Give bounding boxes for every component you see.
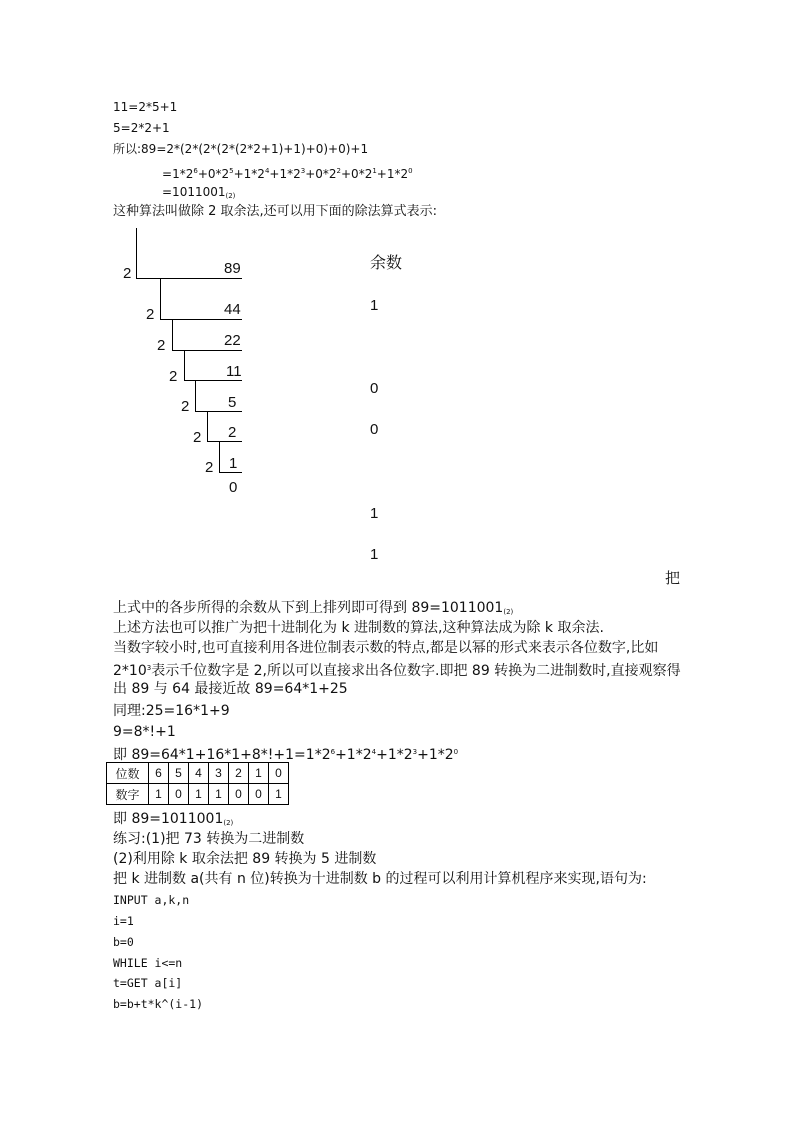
row-label: 位数 bbox=[107, 763, 149, 784]
exponent: 5 bbox=[229, 167, 234, 175]
place-value-table bbox=[106, 762, 289, 805]
final-quotient: 0 bbox=[229, 479, 238, 496]
expansion-term: 1*2 bbox=[172, 167, 194, 181]
divisor: 2 bbox=[205, 459, 214, 476]
table-cell: 3 bbox=[209, 763, 229, 784]
paragraph-line: 9=8*!+1 bbox=[113, 724, 176, 740]
quotient: 44 bbox=[224, 301, 241, 318]
paragraph-line: 上式中的各步所得的余数从下到上排列即可得到 $89=1011001_{(2)}$ bbox=[113, 600, 514, 616]
code-line: INPUT a,k,n bbox=[113, 893, 190, 907]
base-subscript: (2) bbox=[223, 819, 234, 827]
expansion-term: +1*2 bbox=[233, 167, 265, 181]
divisor: 2 bbox=[157, 337, 166, 354]
quotient: 1 bbox=[229, 455, 238, 472]
quotient: 11 bbox=[226, 363, 242, 380]
equation-line-2: 5=2*2+1 bbox=[113, 121, 170, 135]
table-row bbox=[107, 784, 289, 805]
trailing-character: 把 bbox=[665, 570, 681, 587]
table-cell: 6 bbox=[149, 763, 169, 784]
bracket-line bbox=[184, 350, 185, 380]
exponent: 2 bbox=[336, 167, 341, 175]
quotient: 5 bbox=[228, 394, 237, 411]
table-cell: 0 bbox=[269, 763, 289, 784]
row-label: 数字 bbox=[107, 784, 149, 805]
remainder: 0 bbox=[370, 380, 379, 397]
intro-sentence: 这种算法叫做除 2 取余法,还可以用下面的除法算式表示: bbox=[113, 204, 438, 219]
paragraph-line: 把 k 进制数 a(共有 n 位)转换为十进制数 b 的过程可以利用计算机程序来实现,语句为: bbox=[113, 871, 647, 887]
remainder: 1 bbox=[370, 505, 379, 522]
divisor: 2 bbox=[146, 306, 155, 323]
paragraph-line: 上述方法也可以推广为把十进制化为 k 进制数的算法,这种算法成为除 k 取余法. bbox=[113, 620, 604, 636]
table-cell: 4 bbox=[189, 763, 209, 784]
exercise-line: (2)利用除 k 取余法把 89 转换为 5 进制数 bbox=[113, 851, 377, 867]
equation-line-1: 11=2*5+1 bbox=[113, 100, 178, 114]
table-cell: 1 bbox=[149, 784, 169, 805]
remainder: 1 bbox=[370, 297, 379, 314]
result-value: =1011001 bbox=[162, 185, 226, 199]
code-line: b=b+t*k^(i-1) bbox=[113, 997, 204, 1011]
exponent: 0 bbox=[408, 167, 413, 175]
remainder: 1 bbox=[370, 546, 379, 563]
expansion-term: +0*2 bbox=[305, 167, 337, 181]
power-expansion-line bbox=[162, 163, 413, 182]
bracket-line bbox=[172, 350, 242, 351]
table-cell: 5 bbox=[169, 763, 189, 784]
paragraph-line: 即 $89=1011001_{(2)}$ bbox=[113, 811, 234, 827]
table-cell: 0 bbox=[249, 784, 269, 805]
divisor: 2 bbox=[169, 368, 178, 385]
bracket-line bbox=[207, 411, 208, 441]
remainder: 0 bbox=[370, 421, 379, 438]
base-subscript: (2) bbox=[503, 608, 514, 616]
bracket-line bbox=[172, 319, 173, 350]
base-subscript: (2) bbox=[225, 192, 236, 200]
expansion-prefix: = bbox=[162, 167, 173, 181]
expansion-term: +0*2 bbox=[197, 167, 230, 181]
code-line: WHILE i<=n bbox=[113, 956, 183, 970]
table-cell: 1 bbox=[209, 784, 229, 805]
paragraph-line: 同理:25=16*1+9 bbox=[113, 703, 230, 719]
divisor: 2 bbox=[123, 265, 132, 282]
exponent: 1 bbox=[372, 167, 377, 175]
bracket-line bbox=[219, 441, 220, 472]
paragraph-line: 当数字较小时,也可直接利用各进位制表示数的特点,都是以幂的形式来表示各位数字,比如 bbox=[113, 640, 659, 656]
paragraph-line: 即 $89=64*1+16*1+8*!+1=1*2^6+1*2^4+1*2^3+1*2^0$ bbox=[113, 747, 459, 763]
expansion-term: +1*2 bbox=[269, 167, 301, 181]
code-line: i=1 bbox=[113, 914, 134, 928]
code-line: t=GET a[i] bbox=[113, 976, 183, 990]
equation-result-line bbox=[162, 184, 235, 204]
exercise-line: 练习:(1)把 73 转换为二进制数 bbox=[113, 831, 305, 847]
bracket-line bbox=[136, 278, 242, 279]
expansion-term: +1*2 bbox=[376, 167, 409, 181]
bracket-line bbox=[195, 380, 196, 411]
exponent: 6 bbox=[193, 167, 198, 175]
quotient: 22 bbox=[224, 332, 241, 349]
table-cell: 2 bbox=[229, 763, 249, 784]
table-cell: 1 bbox=[249, 763, 269, 784]
table-cell: 1 bbox=[269, 784, 289, 805]
quotient: 89 bbox=[224, 260, 241, 277]
exponent: 3 bbox=[300, 167, 306, 175]
bracket-line bbox=[136, 228, 137, 278]
remainder-header: 余数 bbox=[370, 255, 403, 272]
table-row bbox=[107, 763, 289, 784]
expansion-term: +0*2 bbox=[341, 167, 373, 181]
table-cell: 1 bbox=[189, 784, 209, 805]
bracket-line bbox=[207, 441, 242, 442]
quotient: 2 bbox=[228, 424, 237, 441]
code-line: b=0 bbox=[113, 935, 134, 949]
divisor: 2 bbox=[181, 398, 190, 415]
divisor: 2 bbox=[193, 429, 202, 446]
table-cell: 0 bbox=[169, 784, 189, 805]
paragraph-line: $2*10^3$表示千位数字是 2,所以可以直接求出各位数字.即把 89 转换为二进制数时,直接观察得 bbox=[113, 663, 681, 679]
paragraph-line: 出 89 与 64 最接近故 89=64*1+25 bbox=[113, 681, 348, 697]
bracket-line bbox=[160, 278, 161, 319]
equation-line-3: 所以:89=2*(2*(2*(2*(2*2+1)+1)+0)+0)+1 bbox=[113, 142, 369, 156]
exponent: 4 bbox=[264, 167, 270, 175]
exponent: 3 bbox=[146, 664, 152, 672]
table-cell: 0 bbox=[229, 784, 249, 805]
